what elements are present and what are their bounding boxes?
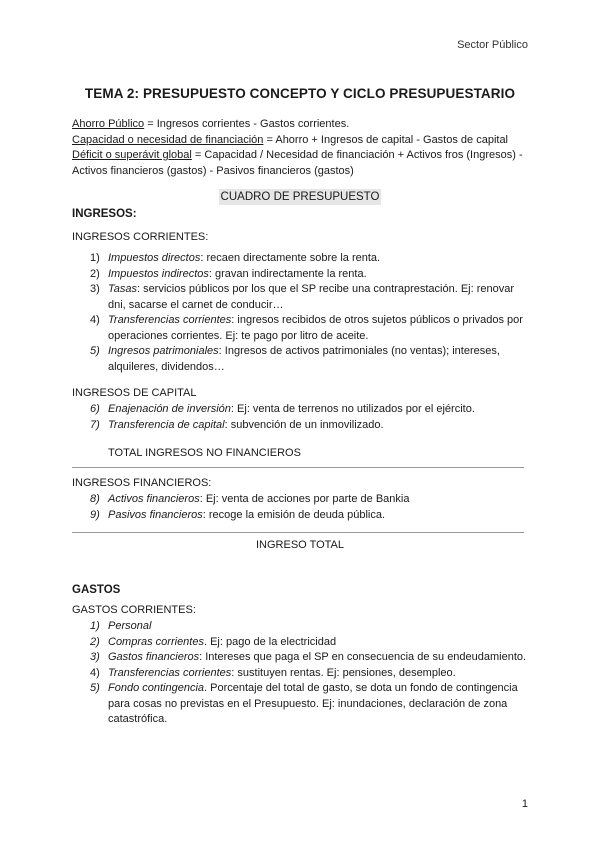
definition-term: Capacidad o necesidad de financiación [72, 133, 264, 146]
item-text: : subvención de un inmovilizado. [224, 418, 384, 431]
page-title: TEMA 2: PRESUPUESTO CONCEPTO Y CICLO PRESUPUESTARIO [84, 86, 516, 101]
item-text: : ingresos recibidos de otros sujetos públicos o privados por operaciones corrientes. Ej: te pago por litro de aceite. [108, 314, 523, 342]
divider [72, 467, 524, 468]
item-number: 3) [90, 651, 100, 663]
item-term: Compras corrientes [108, 635, 204, 648]
list-item [90, 418, 530, 434]
ingreso-total: INGRESO TOTAL [255, 539, 345, 551]
item-number: 6) [90, 403, 100, 415]
item-number: 5) [90, 682, 100, 694]
list-item [90, 681, 530, 728]
definition-text: = Ahorro + Ingresos de capital - Gastos de capital [263, 133, 509, 146]
item-number: 3) [90, 283, 100, 295]
divider [72, 532, 524, 533]
item-text: : Ej: venta de acciones por parte de Bankia [199, 493, 410, 505]
list-item [90, 492, 530, 508]
item-term: Tasas [108, 283, 137, 295]
ingresos-capital-list [90, 402, 530, 433]
list-item [90, 635, 530, 651]
item-number: 4) [90, 666, 100, 679]
item-term: Impuestos directos [108, 252, 201, 264]
item-term: Transferencias corrientes [108, 666, 232, 679]
list-item [90, 666, 530, 682]
item-number: 1) [90, 252, 100, 264]
item-number: 9) [90, 508, 100, 521]
list-item [90, 282, 530, 313]
list-item [90, 344, 530, 375]
list-item [90, 650, 530, 666]
gastos-corrientes-heading: GASTOS CORRIENTES: [72, 604, 196, 616]
gastos-heading: GASTOS [72, 584, 121, 596]
ingresos-corrientes-heading: INGRESOS CORRIENTES: [72, 231, 209, 243]
item-number: 2) [90, 635, 100, 648]
list-item [90, 619, 530, 635]
ingresos-capital-heading: INGRESOS DE CAPITAL [72, 387, 197, 399]
definition-term: Déficit o superávit global [72, 149, 192, 161]
item-term: Transferencia de capital [108, 418, 225, 431]
item-term: Ingresos patrimoniales [108, 345, 219, 357]
page-number: 1 [521, 798, 528, 810]
item-text: . Porcentaje del total de gasto, se dota un fondo de contingencia para cosas no previstas en el Presupuesto. Ej: inundaciones, declaración de zona catastrófica. [108, 682, 518, 725]
item-number: 4) [90, 314, 100, 326]
ingresos-financieros-list [90, 492, 530, 523]
item-number: 8) [90, 493, 100, 505]
item-number: 5) [90, 345, 100, 357]
cuadro-heading: CUADRO DE PRESUPUESTO [220, 191, 380, 203]
item-text: . Ej: pago de la electricidad [203, 635, 337, 648]
definition-text: = Capacidad / Necesidad de financiación + Activos fros (Ingresos) - Activos financieros (gastos) - Pasivos financieros (gastos) [72, 149, 523, 177]
list-item [90, 313, 530, 344]
list-item [90, 508, 530, 524]
item-text: : servicios públicos por los que el SP recibe una contraprestación. Ej: renovar dni, sacarse el carnet de conducir… [108, 283, 515, 311]
definition-deficit [72, 148, 542, 179]
total-no-financieros: TOTAL INGRESOS NO FINANCIEROS [108, 447, 301, 459]
item-term: Gastos financieros [108, 651, 200, 663]
item-term: Impuestos indirectos [108, 267, 209, 280]
item-term: Activos financieros [108, 493, 200, 505]
gastos-corrientes-list [90, 619, 530, 728]
ingresos-financieros-heading: INGRESOS FINANCIEROS: [72, 477, 212, 489]
item-text: : recaen directamente sobre la renta. [200, 252, 381, 264]
ingresos-heading: INGRESOS: [72, 208, 137, 220]
item-number: 7) [90, 418, 100, 431]
item-term: Transferencias corrientes [108, 314, 232, 326]
item-text: : sustituyen rentas. Ej: pensiones, desempleo. [231, 666, 456, 679]
running-header: Sector Público [457, 39, 528, 51]
item-number: 2) [90, 267, 100, 280]
item-text: : Ingresos de activos patrimoniales (no ventas); intereses, alquileres, dividendos… [108, 345, 500, 373]
definition-ahorro [72, 117, 542, 133]
item-term: Pasivos financieros [108, 508, 203, 521]
item-text: : Intereses que paga el SP en consecuencia de su endeudamiento. [199, 651, 527, 663]
list-item [90, 267, 530, 283]
item-text: : recoge la emisión de deuda pública. [202, 508, 386, 521]
item-term: Personal [108, 620, 152, 632]
definition-capacidad [72, 133, 542, 149]
list-item [90, 251, 530, 267]
item-term: Fondo contingencia [108, 682, 205, 694]
definition-term: Ahorro Público [72, 118, 145, 130]
item-text: : gravan indirectamente la renta. [208, 267, 367, 280]
cuadro-heading-wrap [0, 191, 600, 203]
definition-text: = Ingresos corrientes - Gastos corrientes. [144, 118, 350, 130]
ingresos-corrientes-list [90, 251, 530, 375]
list-item [90, 402, 530, 418]
item-text: : Ej: venta de terrenos no utilizados por el ejército. [230, 403, 475, 415]
definitions [72, 117, 542, 179]
item-number: 1) [90, 620, 100, 632]
item-term: Enajenación de inversión [108, 403, 231, 415]
